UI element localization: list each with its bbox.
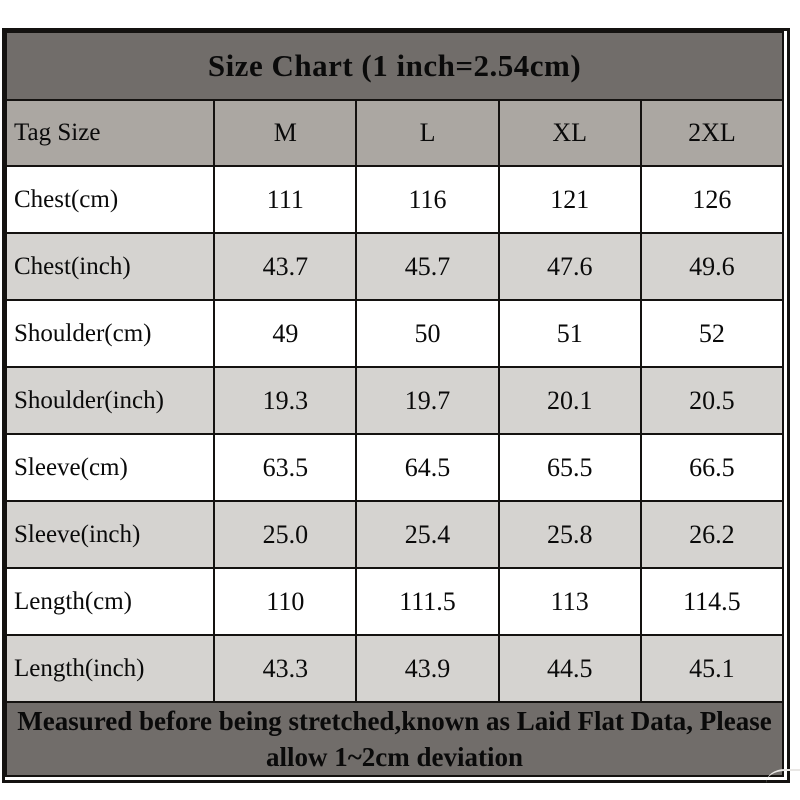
chart-title: Size Chart (1 inch=2.54cm) xyxy=(6,32,783,100)
table-row-sleeve-inch xyxy=(6,501,783,568)
value-cell: 121 xyxy=(499,166,641,233)
footer-note-line1: Measured before being stretched,known as Laid Flat Data, Please xyxy=(17,706,772,736)
header-cell-tag-size: Tag Size xyxy=(6,100,214,166)
row-label: Sleeve(cm) xyxy=(6,434,214,501)
row-label: Sleeve(inch) xyxy=(6,501,214,568)
row-label: Length(cm) xyxy=(6,568,214,635)
value-cell: 65.5 xyxy=(499,434,641,501)
value-cell: 110 xyxy=(214,568,356,635)
value-cell: 51 xyxy=(499,300,641,367)
value-cell: 116 xyxy=(356,166,498,233)
row-label: Chest(inch) xyxy=(6,233,214,300)
value-cell: 49 xyxy=(214,300,356,367)
row-label: Shoulder(inch) xyxy=(6,367,214,434)
value-cell: 63.5 xyxy=(214,434,356,501)
header-cell-size-l: L xyxy=(356,100,498,166)
value-cell: 19.3 xyxy=(214,367,356,434)
value-cell: 49.6 xyxy=(641,233,783,300)
value-cell: 111 xyxy=(214,166,356,233)
value-cell: 114.5 xyxy=(641,568,783,635)
value-cell: 25.4 xyxy=(356,501,498,568)
value-cell: 43.3 xyxy=(214,635,356,702)
value-cell: 111.5 xyxy=(356,568,498,635)
table-row-chest-inch xyxy=(6,233,783,300)
size-chart-frame xyxy=(2,28,790,783)
header-row xyxy=(6,100,783,166)
value-cell: 45.1 xyxy=(641,635,783,702)
table-row-sleeve-cm xyxy=(6,434,783,501)
value-cell: 113 xyxy=(499,568,641,635)
header-cell-size-m: M xyxy=(214,100,356,166)
value-cell: 44.5 xyxy=(499,635,641,702)
footer-note-line2: allow 1~2cm deviation xyxy=(265,742,524,772)
table-row-shoulder-inch xyxy=(6,367,783,434)
footer-note xyxy=(6,702,783,776)
row-label: Shoulder(cm) xyxy=(6,300,214,367)
value-cell: 19.7 xyxy=(356,367,498,434)
header-cell-size-xl: XL xyxy=(499,100,641,166)
value-cell: 43.9 xyxy=(356,635,498,702)
value-cell: 52 xyxy=(641,300,783,367)
value-cell: 47.6 xyxy=(499,233,641,300)
title-band xyxy=(6,32,783,100)
value-cell: 45.7 xyxy=(356,233,498,300)
table-row-length-cm xyxy=(6,568,783,635)
value-cell: 126 xyxy=(641,166,783,233)
row-label: Chest(cm) xyxy=(6,166,214,233)
table-row-length-inch xyxy=(6,635,783,702)
header-cell-size-2xl: 2XL xyxy=(641,100,783,166)
value-cell: 25.0 xyxy=(214,501,356,568)
row-label: Length(inch) xyxy=(6,635,214,702)
value-cell: 25.8 xyxy=(499,501,641,568)
value-cell: 50 xyxy=(356,300,498,367)
size-chart-table xyxy=(5,31,784,777)
table-row-shoulder-cm xyxy=(6,300,783,367)
value-cell: 20.5 xyxy=(641,367,783,434)
value-cell: 64.5 xyxy=(356,434,498,501)
value-cell: 43.7 xyxy=(214,233,356,300)
table-row-chest-cm xyxy=(6,166,783,233)
value-cell: 20.1 xyxy=(499,367,641,434)
value-cell: 26.2 xyxy=(641,501,783,568)
footer-band xyxy=(6,702,783,776)
value-cell: 66.5 xyxy=(641,434,783,501)
